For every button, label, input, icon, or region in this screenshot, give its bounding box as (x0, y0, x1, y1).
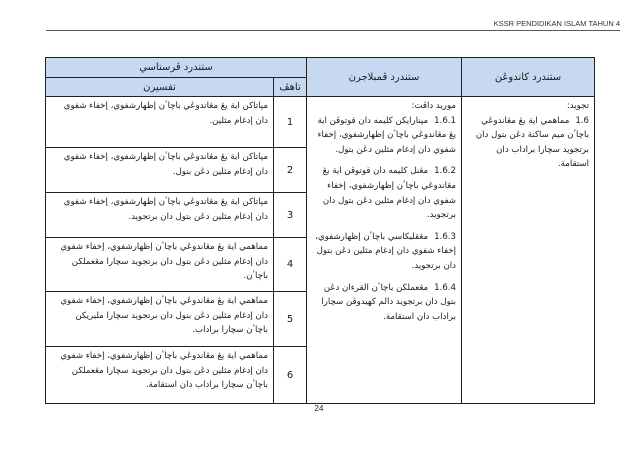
pembelajaran-code: 1.6.2 (434, 166, 456, 177)
tahap-number: 3 (274, 193, 307, 238)
header-tahap: تاهڤ (274, 78, 307, 97)
tahap-number: 6 (274, 347, 307, 404)
tahap-number: 4 (274, 238, 307, 292)
kandungan-code: 1.6 (575, 115, 589, 126)
pembelajaran-text: مڽنارايکن کليمه دان قوتوڤن اية يڠ مڠاندوڠي باچاٴن إظهارشفوي، إخفاء شفوي دان إدغام مثلين دڠن بتول. (317, 115, 456, 155)
pembelajaran-item (312, 281, 456, 325)
tafsiran-text: مماهمي اية يڠ مڠاندوڠي باچاٴن إظهارشفوي، إخفاء شفوي دان إدغام مثلين دڠن بتول دان برتجويد سچارا مڠعملکن باچاٴن. (46, 238, 274, 292)
kandungan-title: تجويد: (566, 101, 589, 111)
pembelajaran-item (312, 230, 456, 274)
pembelajaran-text: مڠقليکاسي باچاٴن إظهارشفوي، إخفاء شفوي دان إدغام مثلين دڠن بتول دان برتجويد. (315, 231, 456, 271)
tafsiran-text: مپاتاکن اية يڠ مڠاندوڠي باچاٴن إظهارشفوي، إخفاء شفوي دان إدغام مثلين دڠن بتول دان برتجويد. (46, 193, 274, 238)
pembelajaran-item (312, 114, 456, 158)
header-prestasi: ستندرد ڤرستاسي (46, 58, 307, 78)
pembelajaran-text: مڠنل کليمه دان قوتوڤن اية يڠ مڠاندوڠي باچاٴن إظهارشفوي، إخفاء شفوي دان إدغام مثلين دڠن بتول دان برتجويد. (322, 166, 456, 221)
header-pembelajaran: ستندرد ڤمبلاجرن (307, 58, 462, 97)
tahap-number: 2 (274, 148, 307, 193)
pembelajaran-item (312, 164, 456, 222)
tafsiran-text: مپاتاکن اية يڠ مڠاندوڠي باچاٴن إظهارشفوي، إخفاء شفوي دان إدغام مثلين دڠن بتول. (46, 148, 274, 193)
tahap-number: 5 (274, 292, 307, 347)
header-kandungan: ستندرد کاندوڠن (462, 58, 595, 97)
pembelajaran-code: 1.6.3 (434, 231, 456, 242)
page-number: 24 (314, 404, 324, 413)
tafsiran-text: مپاتاکن اية يڠ مڠاندوڠي باچاٴن إظهارشفوي، إخفاء شفوي دان إدغام مثلين. (46, 97, 274, 148)
pembelajaran-text: مڠعملکن باچاٴن القرءان دڠن بتول دان برتجويد دالم کهيدوڤن سچارا براداب دان استقامة. (321, 282, 456, 322)
tafsiran-text: مماهمي اية يڠ مڠاندوڠي باچاٴن إظهارشفوي، إخفاء شفوي دان إدغام مثلين دڠن بتول دان برتجويد سچارا مڠعملکن باچاٴن سچارا براداب دان استقامة. (46, 347, 274, 404)
pembelajaran-code: 1.6.1 (434, 115, 456, 126)
kandungan-item (467, 114, 589, 172)
tahap-number: 1 (274, 97, 307, 148)
kandungan-text: مماهمي اية يڠ مڠاندوڠي باچاٴن ميم ساکنة دڠن بتول دان برتجويد سچارا براداب دان استقامة. (475, 115, 589, 170)
document-header: KSSR PENDIDIKAN ISLAM TAHUN 4 (493, 19, 620, 28)
header-tafsiran: تفسيرن (46, 78, 274, 97)
pembelajaran-cell (307, 97, 462, 404)
pembelajaran-title: موريد داڤت: (411, 101, 456, 111)
pembelajaran-code: 1.6.4 (434, 282, 456, 293)
tafsiran-text: مماهمي اية يڠ مڠاندوڠي باچاٴن إظهارشفوي، إخفاء شفوي دان إدغام مثلين دڠن بتول دان برتجويد سچارا مليريکن باچاٴن سچارا براداب. (46, 292, 274, 347)
standards-table (45, 57, 595, 404)
header-divider (46, 30, 620, 31)
kandungan-cell (462, 97, 595, 404)
